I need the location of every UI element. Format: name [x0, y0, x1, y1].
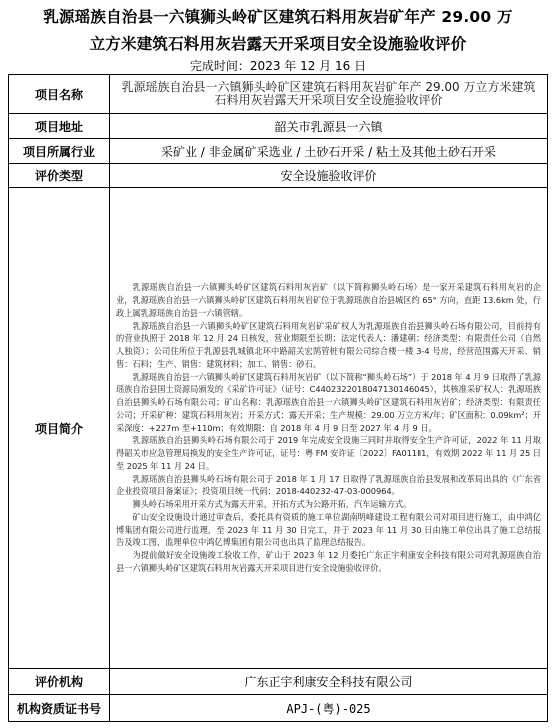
intro-paragraph: 矿山安全设施设计通过审查后，委托具有资质的施工单位湖南明峰建设工程有限公司对项目进行施工，由中鸿亿博集团有限公司进行监理，至 2023 年 11 月 30 日完工，并于 2023 年 11 月 30 日由施工单位出具了施工总结报告及竣工图，监理单位中鸿亿博集团有限公司也出具了监理总结报告。 — [116, 511, 541, 548]
intro-paragraph: 乳源瑶族自治县一六镇狮头岭矿区建筑石料用灰岩矿（以下简称狮头岭石场）是一家开采建筑石料用灰岩的企业，乳源瑶族自治县一六镇狮头岭矿区建筑石料用灰岩矿位于乳源瑶族自治县城区约 65° 方向，直距 13.6km 处，行政上属乳源瑶族自治县一六镇管辖。 — [116, 282, 541, 318]
row-project-address — [9, 114, 548, 139]
row-evaluation-type — [9, 164, 548, 188]
value-project-industry: 采矿业 / 非金属矿采选业 / 土砂石开采 / 粘土及其他土砂石开采 — [110, 139, 548, 164]
value-project-name: 乳源瑶族自治县一六镇狮头岭矿区建筑石料用灰岩矿年产 29.00 万立方米建筑石料用灰岩露天开采项目安全设施验收评价 — [110, 75, 548, 114]
value-certificate-number: APJ-(粤)-025 — [110, 695, 548, 722]
intro-paragraph: 乳源瑶族自治县狮头岭石场有限公司于 2018 年 1 月 17 日取得了乳源瑶族自治县发展和改革局出具的《广东省企业投资项目备案证》；投资项目统一代码：2018-440232-47-03-000964。 — [116, 473, 541, 497]
project-info-table — [8, 74, 548, 722]
label-project-name: 项目名称 — [9, 75, 110, 114]
completion-date: 完成时间：2023 年 12 月 16 日 — [189, 59, 367, 73]
label-evaluation-type: 评价类型 — [9, 164, 110, 188]
value-evaluation-type: 安全设施验收评价 — [110, 164, 548, 188]
value-project-address: 韶关市乳源县一六镇 — [110, 114, 548, 139]
row-project-name — [9, 75, 548, 114]
label-project-industry: 项目所属行业 — [9, 139, 110, 164]
value-project-intro — [110, 188, 548, 669]
row-evaluation-org — [9, 669, 548, 695]
intro-paragraph: 为提前做好安全设施竣工验收工作，矿山于 2023 年 12 月委托广东正宇利康安全科技有限公司对乳源瑶族自治县一六镇狮头岭矿区建筑石料用灰岩露天开采项目进行安全设施验收评价。 — [116, 550, 541, 573]
title-line-2: 立方米建筑石料用灰岩露天开采项目安全设施验收评价 — [89, 35, 467, 53]
row-project-intro — [9, 188, 548, 669]
label-project-address: 项目地址 — [9, 114, 110, 139]
label-project-intro: 项目简介 — [9, 188, 110, 669]
value-evaluation-org: 广东正宇利康安全科技有限公司 — [110, 669, 548, 695]
intro-paragraph: 乳源瑶族自治县狮头岭石场有限公司于 2019 年完成安全设施三同时并取得安全生产许可证，2022 年 11 月取得韶关市应急管理局换发的安全生产许可证，证号：粤 FM 安许证〔2022〕FA011Ⅱ1，有效期 2022 年 11 月 25 日至 2025 年 11 月 24 日。 — [116, 435, 541, 471]
intro-paragraph: 乳源瑶族自治县一六镇狮头岭矿区建筑石料用灰岩矿采矿权人为乳源瑶族自治县狮头岭石场有限公司，目前持有的营业执照于 2018 年 12 月 24 日核发，营业期限至长期；法定代表人：潘建朝；经济类型：有限责任公司（自然人独资）；公司住所位于乳源县乳城镇北环中路韶关宏鹄管桩有限公司综合楼一楼 3-4 号房，经营范围露天开采、销售：石料；生产、销售：建筑材料；加工、销售：砂石。 — [116, 320, 541, 369]
row-certificate-number — [9, 695, 548, 722]
label-certificate-number: 机构资质证书号 — [9, 695, 110, 722]
label-evaluation-org: 评价机构 — [9, 669, 110, 695]
intro-paragraph: 乳源瑶族自治县一六镇狮头岭矿区建筑石料用灰岩矿（以下简称“狮头岭石场”）于 2018 年 4 月 9 日取得了乳源瑶族自治县国土资源局颁发的《采矿许可证》（证号：C4402322018047130146045），其核准采矿权人：乳源瑶族自治县狮头岭石场有限公司；矿山名称：乳源瑶族自治县一六镇狮头岭矿区建筑石料用灰岩矿；经济类型：有限责任公司；开采矿种：建筑石料用灰岩；开采方式：露天开采；生产规模：29.00 万立方米/年；矿区面积：0.09km²；开采深度：+227m 至+110m；有效期限：自 2018 年 4 月 9 日至 2027 年 4 月 9 日。 — [116, 371, 541, 433]
document-title — [8, 0, 548, 58]
intro-paragraph: 狮头岭石场采用开采方式为露天开采，开拓方式为公路开拓，汽车运输方式。 — [132, 499, 412, 510]
title-line-1: 乳源瑶族自治县一六镇狮头岭矿区建筑石料用灰岩矿年产 29.00 万 — [43, 8, 513, 26]
row-project-industry — [9, 139, 548, 164]
